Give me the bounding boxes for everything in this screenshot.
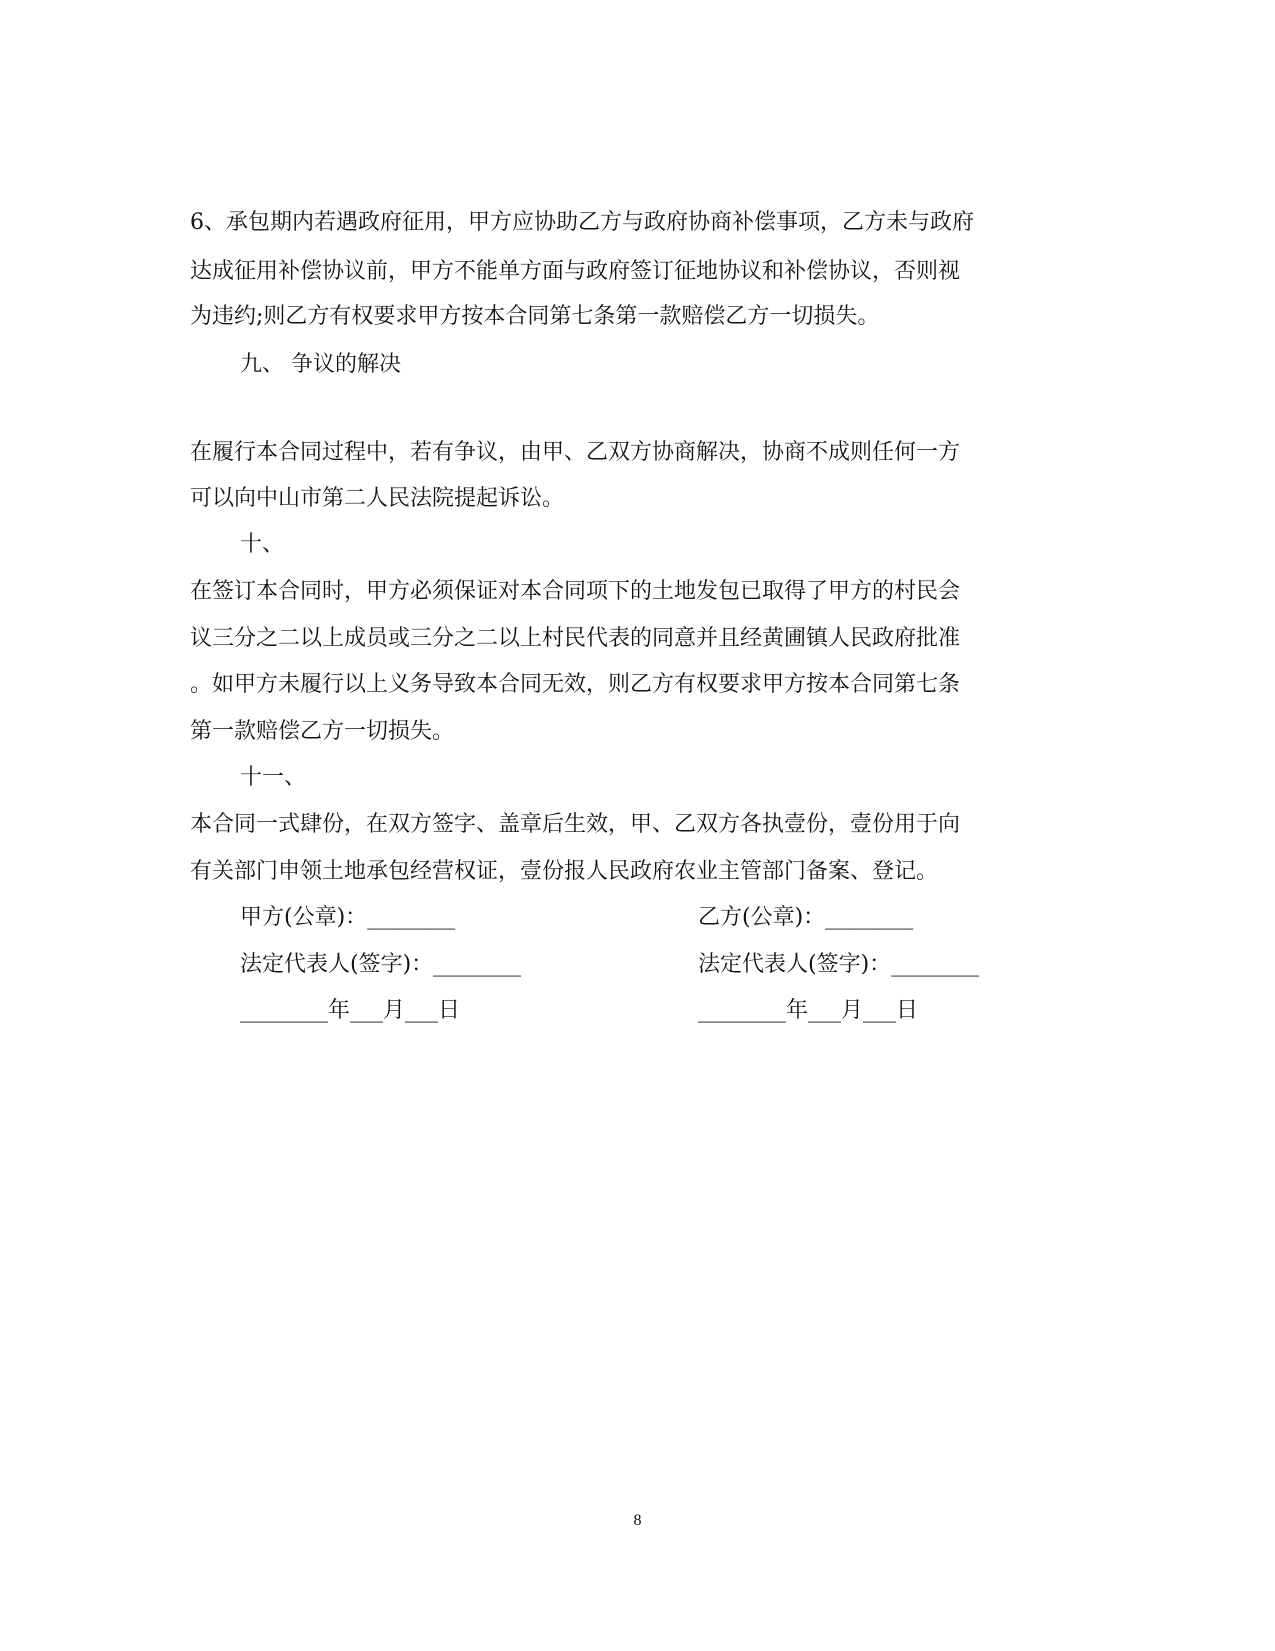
clause10-line-3: 。如甲方未履行以上义务导致本合同无效，则乙方有权要求甲方按本合同第七条 (190, 672, 961, 697)
clause10-line-4: 第一款赔偿乙方一切损失。 (190, 719, 455, 744)
clause10-line-2: 议三分之二以上成员或三分之二以上村民代表的同意并且经黄圃镇人民政府批准 (190, 626, 961, 651)
party-b-date-field: ________年___月___日 (698, 998, 919, 1023)
clause8-item6-line-3: 为违约;则乙方有权要求甲方按本合同第七条第一款赔偿乙方一切损失。 (190, 304, 880, 329)
clause11-line-1: 本合同一式肆份，在双方签字、盖章后生效，甲、乙双方各执壹份，壹份用于向 (190, 812, 961, 837)
party-a-date-field: ________年___月___日 (240, 998, 461, 1023)
party-a-seal-field: 甲方(公章)：________ (240, 905, 456, 930)
clause8-item6-line-2: 达成征用补偿协议前，甲方不能单方面与政府签订征地协议和补偿协议，否则视 (190, 259, 961, 284)
clause9-heading: 九、 争议的解决 (240, 352, 401, 377)
party-b-seal-field: 乙方(公章)：________ (698, 905, 914, 930)
clause11-line-2: 有关部门申领土地承包经营权证，壹份报人民政府农业主管部门备案、登记。 (190, 859, 939, 884)
clause9-line-1: 在履行本合同过程中，若有争议，由甲、乙双方协商解决，协商不成则任何一方 (190, 440, 961, 465)
clause8-item6-line-1: 6、承包期内若遇政府征用，甲方应协助乙方与政府协商补偿事项，乙方未与政府 (190, 210, 974, 235)
clause10-heading: 十、 (240, 532, 285, 557)
clause11-heading: 十一、 (240, 765, 307, 790)
clause9-line-2: 可以向中山市第二人民法院提起诉讼。 (190, 486, 565, 511)
party-b-representative-field: 法定代表人(签字)：________ (698, 952, 980, 977)
clause10-line-1: 在签订本合同时，甲方必须保证对本合同项下的土地发包已取得了甲方的村民会 (190, 579, 961, 604)
page-number: 8 (633, 1512, 642, 1529)
party-a-representative-field: 法定代表人(签字)：________ (240, 952, 522, 977)
